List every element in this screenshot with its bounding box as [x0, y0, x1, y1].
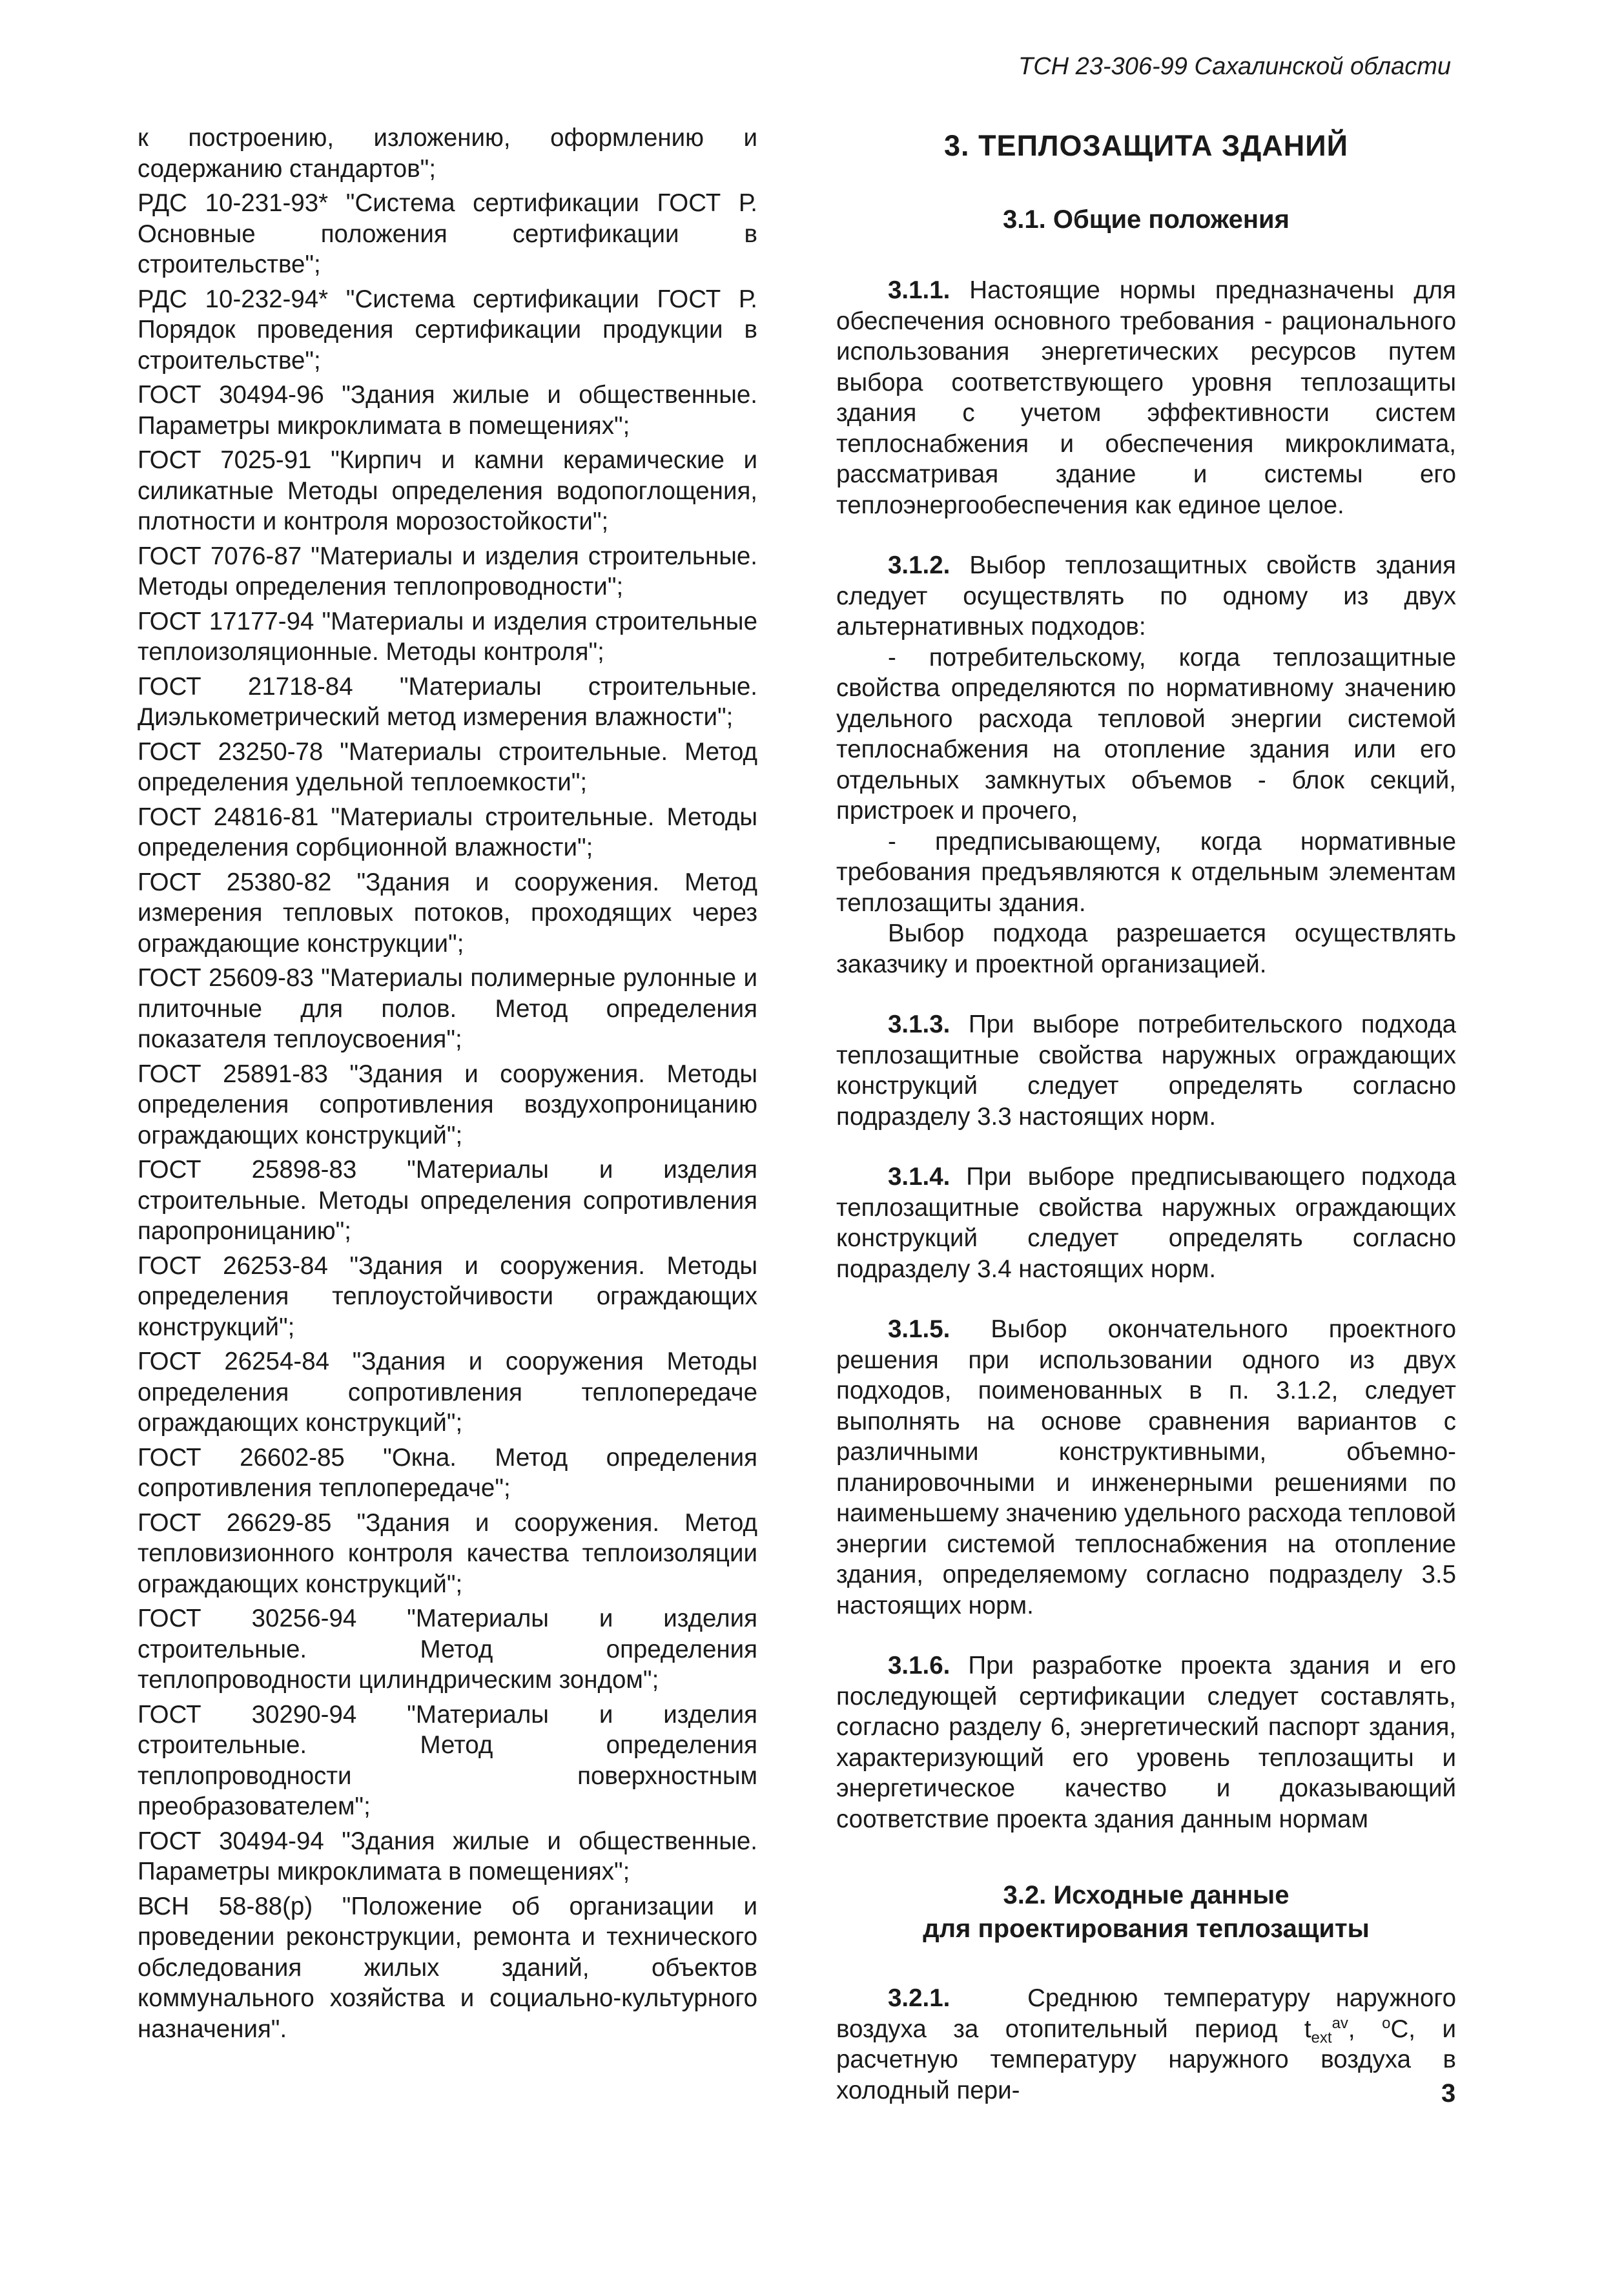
degree-sign: o: [1382, 2014, 1391, 2032]
clause-text: При выборе предписывающего подхода теплозащитные свойства наружных ограждающих конструкций следует определять согласно подразделу 3.4 настоящих норм.: [836, 1163, 1456, 1283]
superscript: av: [1331, 2014, 1348, 2032]
reference-item: к построению, изложению, оформлению и содержанию стандартов";: [138, 124, 757, 183]
reference-item: ГОСТ 21718-84 "Материалы строительные. Диэлькометрический метод измерения влажности";: [138, 672, 757, 731]
clause-3-1-2: [836, 550, 1456, 642]
clause-number: 3.1.6.: [888, 1652, 951, 1679]
reference-item: ГОСТ 30256-94 "Материалы и изделия строительные. Метод определения теплопроводности цилиндрическим зондом";: [138, 1605, 757, 1694]
clause-3-2-1: [836, 1983, 1456, 2106]
reference-item: ГОСТ 30290-94 "Материалы и изделия строительные. Метод определения теплопроводности поверхностным преобразователем";: [138, 1700, 757, 1820]
reference-item: ГОСТ 26602-85 "Окна. Метод определения сопротивления теплопередаче";: [138, 1443, 757, 1502]
clause-text: ,: [1348, 2015, 1382, 2043]
subsection-title-3-2: [836, 1878, 1456, 1946]
reference-item: ГОСТ 30494-94 "Здания жилые и общественные. Параметры микроклимата в помещениях";: [138, 1827, 757, 1885]
reference-item: ГОСТ 7076-87 "Материалы и изделия строительные. Методы определения теплопроводности";: [138, 542, 757, 601]
clause-text: При разработке проекта здания и его последующей сертификации следует составлять, согласно разделу 6, энергетический паспорт здания, характеризующий его уровень теплозащиты и энергетическое качество и доказывающий соответствие проекта здания данным нормам: [836, 1652, 1456, 1833]
reference-item: ГОСТ 26254-84 "Здания и сооружения Методы определения сопротивления теплопередаче ограждающих конструкций";: [138, 1348, 757, 1437]
reference-item: ГОСТ 7025-91 "Кирпич и камни керамические и силикатные Методы определения водопоглощения, плотности и контроля морозостойкости";: [138, 446, 757, 535]
reference-item: ГОСТ 26629-85 "Здания и сооружения. Метод тепловизионного контроля качества теплоизоляции ограждающих конструкций";: [138, 1508, 757, 1598]
clause-3-1-2-item-b: - предписывающему, когда нормативные требования предъявляются к отдельным элементам теплозащиты здания.: [836, 827, 1456, 917]
clause-text: Выбор теплозащитных свойств здания следует осуществлять по одному из двух альтернативных подходов:: [836, 551, 1456, 641]
clause-number: 3.1.2.: [888, 551, 951, 579]
section-title: 3. ТЕПЛОЗАЩИТА ЗДАНИЙ: [944, 129, 1348, 162]
clause-3-1-3: [836, 1009, 1456, 1132]
reference-item: ГОСТ 25898-83 "Материалы и изделия строительные. Методы определения сопротивления паропроницанию";: [138, 1156, 757, 1245]
clause-number: 3.1.5.: [888, 1315, 951, 1343]
reference-item: ГОСТ 23250-78 "Материалы строительные. Метод определения удельной теплоемкости";: [138, 737, 757, 796]
clause-3-1-1: [836, 275, 1456, 520]
subscript: ext: [1311, 2029, 1332, 2047]
clause-number: 3.1.3.: [888, 1011, 951, 1038]
running-header: ТСН 23-306-99 Сахалинской области: [1018, 53, 1451, 80]
clause-text: Выбор окончательного проектного решения при использовании одного из двух подходов, поименованных в п. 3.1.2, следует выполнять на основе сравнения вариантов с различными конструктивными, объемно-планировочными и инженерными решениями по наименьшему значению удельного расхода тепловой энергии системой теплоснабжения на отопление здания, определяемому согласно подразделу 3.5 настоящих норм.: [836, 1315, 1456, 1619]
clause-text: С, и расчетную температуру наружного воздуха в холодный пери-: [836, 2015, 1456, 2104]
clause-number: 3.2.1.: [888, 1984, 951, 2012]
reference-item: ГОСТ 25380-82 "Здания и сооружения. Метод измерения тепловых потоков, проходящих через ограждающие конструкции";: [138, 868, 757, 958]
clause-3-1-5: [836, 1314, 1456, 1621]
clause-text: Настоящие нормы предназначены для обеспечения основного требования - рационального использования энергетических ресурсов путем выбора соответствующего уровня теплозащиты здания с учетом эффективности систем теплоснабжения и обеспечения микроклимата, рассматривая здание и системы его теплоэнергообеспечения как единое целое.: [836, 276, 1456, 519]
reference-item: ГОСТ 30494-96 "Здания жилые и общественные. Параметры микроклимата в помещениях";: [138, 381, 757, 440]
subsection-title-line: для проектирования теплозащиты: [923, 1915, 1370, 1943]
clause-3-1-4: [836, 1162, 1456, 1284]
subsection-title: 3.1. Общие положения: [1003, 205, 1290, 234]
reference-item: ГОСТ 25609-83 "Материалы полимерные рулонные и плиточные для полов. Метод определения показателя теплоусвоения";: [138, 964, 757, 1053]
subsection-title-line: 3.2. Исходные данные: [1003, 1881, 1290, 1909]
clause-text: При выборе потребительского подхода теплозащитные свойства наружных ограждающих конструкций следует определять согласно подразделу 3.3 настоящих норм.: [836, 1011, 1456, 1131]
left-column: [138, 123, 757, 2048]
clause-3-1-2-note: Выбор подхода разрешается осуществлять заказчику и проектной организацией.: [836, 919, 1456, 978]
clause-text: Среднюю температуру наружного воздуха за отопительный период t: [836, 1984, 1456, 2043]
reference-item: ГОСТ 24816-81 "Материалы строительные. Методы определения сорбционной влажности";: [138, 803, 757, 861]
right-column: [836, 123, 1456, 2106]
clause-number: 3.1.4.: [888, 1163, 951, 1191]
reference-item: ГОСТ 17177-94 "Материалы и изделия строительные теплоизоляционные. Методы контроля";: [138, 607, 757, 666]
reference-item: ВСН 58-88(р) "Положение об организации и проведении реконструкции, ремонта и технического обследования жилых зданий, объектов коммунального хозяйства и социально-культурного назначения".: [138, 1892, 757, 2043]
clause-3-1-6: [836, 1650, 1456, 1834]
reference-item: РДС 10-231-93* "Система сертификации ГОСТ Р. Основные положения сертификации в строительстве";: [138, 189, 757, 278]
reference-item: ГОСТ 26253-84 "Здания и сооружения. Методы определения теплоустойчивости ограждающих конструкций";: [138, 1251, 757, 1341]
clause-3-1-2-item-a: - потребительскому, когда теплозащитные свойства определяются по нормативному значению удельного расхода тепловой энергии системой теплоснабжения на отопление здания или его отдельных замкнутых объемов - блок секций, пристроек и прочего,: [836, 643, 1456, 825]
page-number: 3: [1441, 2079, 1456, 2108]
reference-item: ГОСТ 25891-83 "Здания и сооружения. Методы определения сопротивления воздухопроницанию ограждающих конструкций";: [138, 1060, 757, 1149]
reference-item: РДС 10-232-94* "Система сертификации ГОСТ Р. Порядок проведения сертификации продукции в строительстве";: [138, 285, 757, 375]
clause-number: 3.1.1.: [888, 276, 951, 304]
